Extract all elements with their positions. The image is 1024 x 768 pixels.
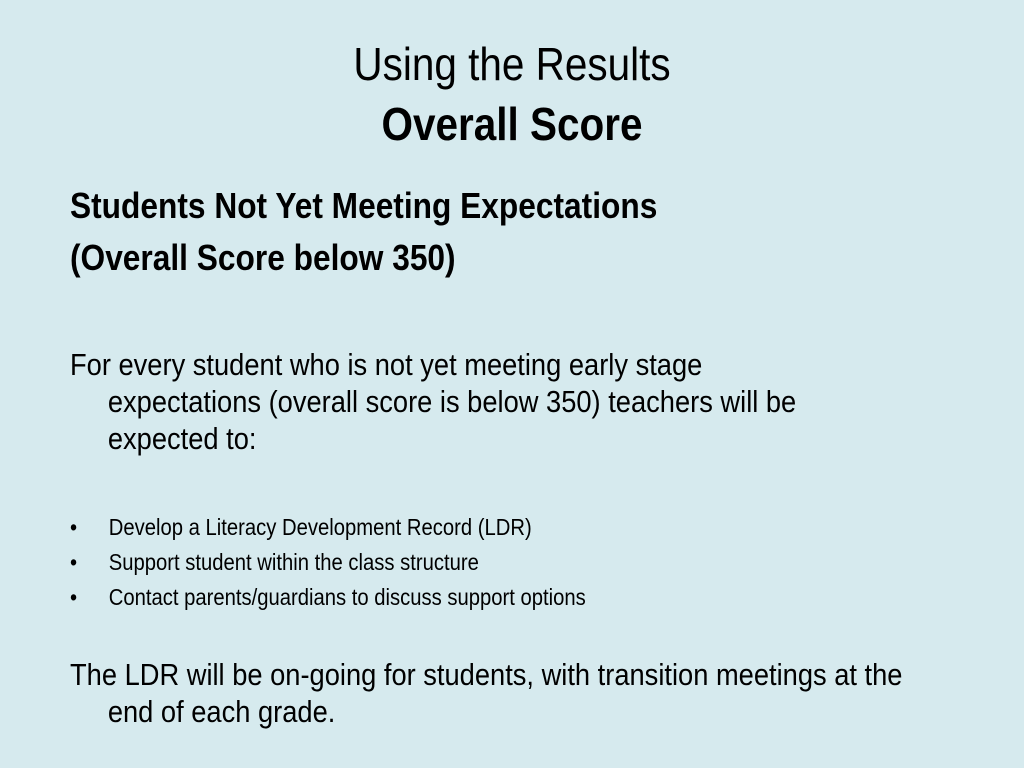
bullet-icon: • (70, 549, 78, 575)
intro-paragraph (70, 346, 932, 457)
title-line-1: Using the Results (353, 38, 671, 90)
list-item (70, 545, 586, 580)
intro-line-2: expectations (overall score is below 350) teachers will be (107, 384, 797, 419)
intro-line-1: For every student who is not yet meeting early stage (70, 347, 703, 382)
list-item (70, 580, 586, 615)
closing-line-1: The LDR will be on-going for students, with transition meetings at the (70, 657, 903, 692)
intro-line-3: expected to: (107, 421, 257, 456)
title-line-2: Overall Score (381, 98, 643, 150)
list-item-text: Contact parents/guardians to discuss support options (108, 584, 586, 610)
closing-line-2: end of each grade. (107, 694, 336, 729)
heading-line-2: (Overall Score below 350) (70, 237, 456, 278)
list-item-text: Develop a Literacy Development Record (LDR) (108, 514, 532, 540)
bullet-list (70, 510, 586, 615)
closing-paragraph (70, 656, 932, 730)
section-heading (70, 180, 657, 284)
bullet-icon: • (70, 514, 78, 540)
list-item (70, 510, 586, 545)
bullet-icon: • (70, 584, 78, 610)
heading-line-1: Students Not Yet Meeting Expectations (70, 185, 658, 226)
slide-title (0, 34, 1024, 154)
list-item-text: Support student within the class structure (108, 549, 479, 575)
